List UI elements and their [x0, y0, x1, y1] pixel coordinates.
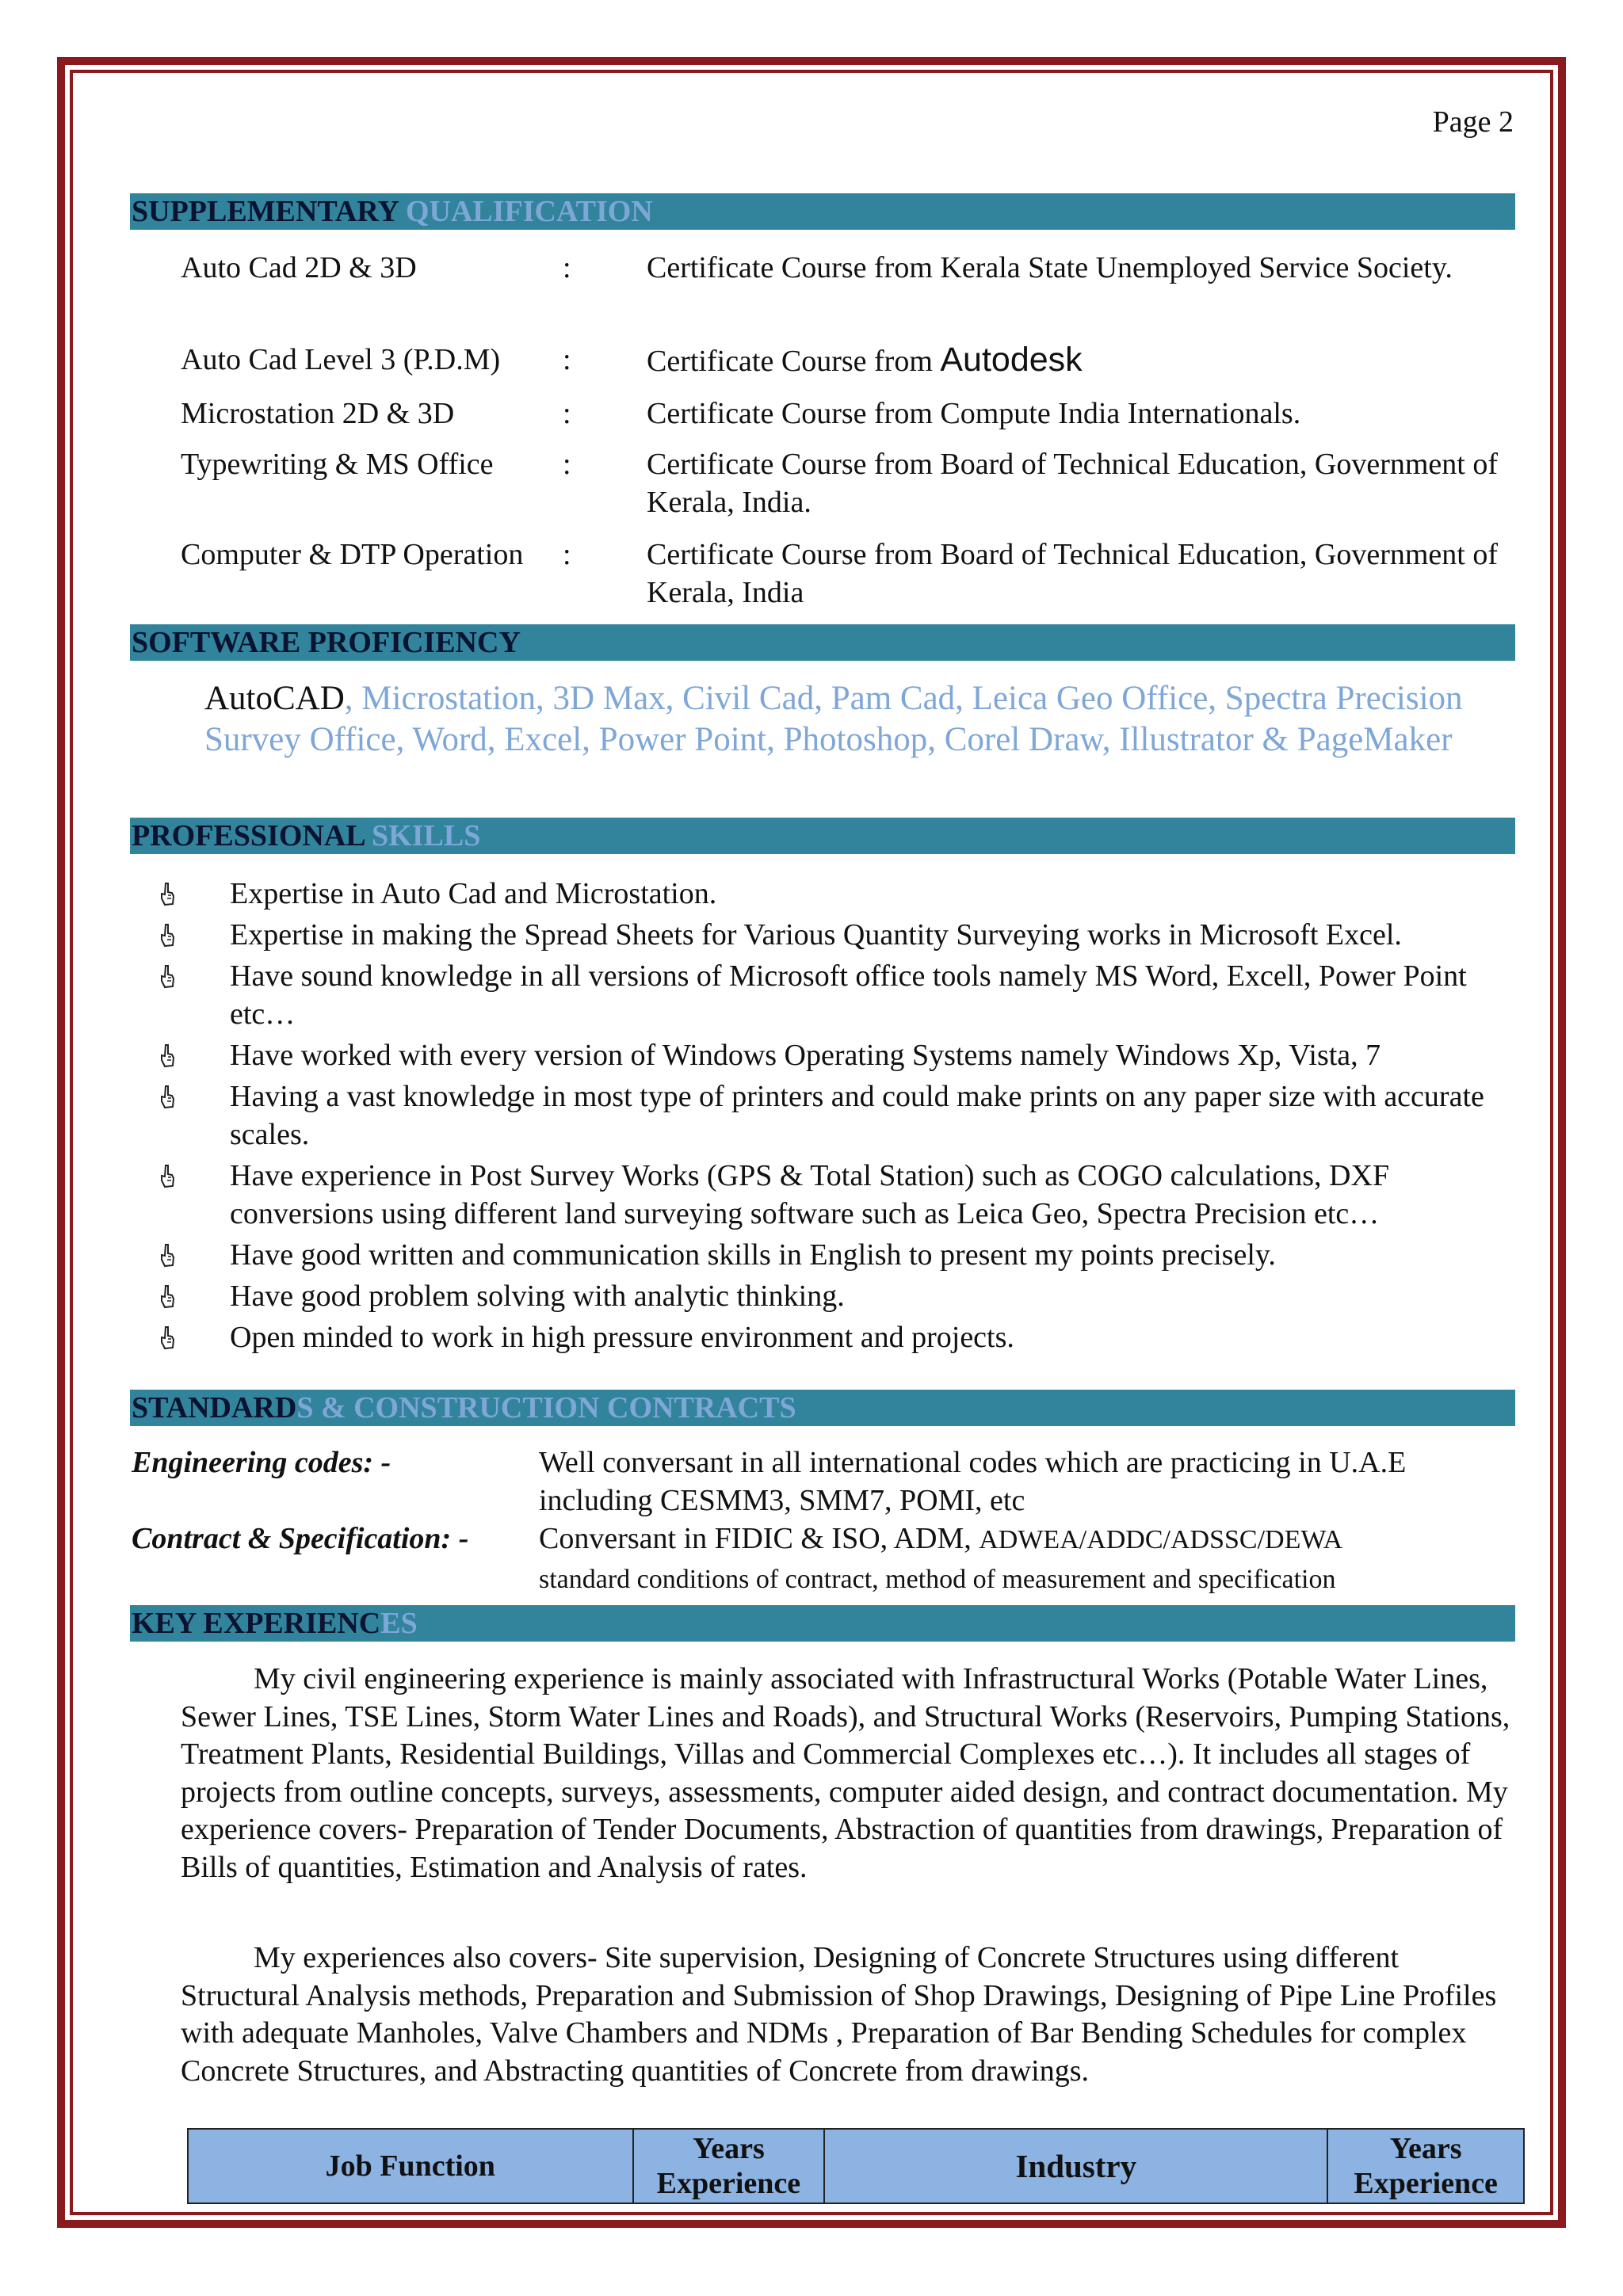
- qualification-name: Typewriting & MS Office: [181, 448, 494, 481]
- table-header-years-experience: Years Experience: [633, 2129, 825, 2203]
- list-item: [158, 875, 1522, 913]
- qualification-name: Auto Cad Level 3 (P.D.M): [181, 343, 501, 376]
- section-header-text-light: QUALIFICATION: [405, 195, 653, 228]
- table-header-job-function: Job Function: [188, 2129, 633, 2203]
- section-header-text-light: S & CONSTRUCTION CONTRACTS: [296, 1391, 796, 1425]
- skill-text: Have experience in Post Survey Works (GPS & Total Station) such as COGO calculations, DXF conversions using different land surveying software such as Leica Geo, Spectra Precision etc…: [230, 1159, 1390, 1230]
- section-header-text-dark: SUPPLEMENTARY: [132, 195, 406, 228]
- pointing-hand-icon: [158, 1165, 176, 1188]
- skill-text: Expertise in making the Spread Sheets for Various Quantity Surveying works in Microsoft Excel.: [230, 918, 1402, 952]
- experience-text: My civil engineering experience is mainly associated with Infrastructural Works (Potable Water Lines, Sewer Lines, TSE Lines, Storm Water Lines and Roads), and Structural Works (Reservoirs, Pumping Stations, Treatment Plants, Residential Buildings, Villas and Commercial Complexes etc…). It includes all stages of projects from outline concepts, surveys, assessments, computer aided design, and contract documentation. My experience covers- Preparation of Tender Documents, Abstraction of quantities from drawings, Preparation of Bills of quantities, Estimation and Analysis of rates.: [181, 1662, 1510, 1884]
- software-list: [204, 678, 1504, 761]
- section-header-standards-contracts: [130, 1390, 1515, 1426]
- section-header-text-light: SKILLS: [372, 819, 481, 852]
- list-item: [158, 916, 1522, 954]
- section-header-key-experiences: [130, 1605, 1515, 1642]
- qualification-name: Auto Cad 2D & 3D: [181, 251, 417, 284]
- experience-text: My experiences also covers- Site supervision, Designing of Concrete Structures using different Structural Analysis methods, Preparation and Submission of Shop Drawings, Designing of Pipe Line Profiles with adequate Manholes, Valve Chambers and NDMs , Preparation of Bar Bending Schedules for complex Concrete Structures, and Abstracting quantities of Concrete from drawings.: [181, 1941, 1497, 2088]
- contract-conditions: standard conditions of contract, method of measurement and specification: [539, 1565, 1336, 1594]
- job-experience-table: [187, 2128, 1525, 2204]
- qualification-colon: :: [563, 538, 571, 571]
- skill-text: Have worked with every version of Windows Operating Systems namely Windows Xp, Vista, 7: [230, 1039, 1381, 1072]
- skills-list: [158, 875, 1522, 1360]
- qualification-description: Certificate Course from Board of Technical Education, Government of Kerala, India.: [647, 448, 1499, 519]
- contract-authorities: ADWEA/ADDC/ADSSC/DEWA: [979, 1525, 1343, 1554]
- skill-text: Expertise in Auto Cad and Microstation.: [230, 877, 717, 910]
- table-header-row: [188, 2129, 1524, 2203]
- pointing-hand-icon: [158, 1244, 176, 1268]
- page-number: Page 2: [1432, 105, 1514, 139]
- list-item: [158, 1157, 1522, 1233]
- table-header-industry: Industry: [824, 2129, 1327, 2203]
- list-item: [158, 957, 1522, 1033]
- skill-text: Have good written and communication skills in English to present my points precisely.: [230, 1238, 1276, 1272]
- section-header-text-light: ES: [380, 1607, 418, 1640]
- skill-text: Having a vast knowledge in most type of printers and could make prints on any paper size with accurate scales.: [230, 1080, 1484, 1151]
- pointing-hand-icon: [158, 1085, 176, 1109]
- skill-text: Open minded to work in high pressure environment and projects.: [230, 1321, 1014, 1354]
- qualification-description-text: Certificate Course from: [647, 345, 941, 378]
- list-item: [158, 1077, 1522, 1154]
- pointing-hand-icon: [158, 1285, 176, 1309]
- qualification-description: [647, 341, 1526, 380]
- pointing-hand-icon: [158, 965, 176, 989]
- qualification-description: Certificate Course from Compute India Internationals.: [647, 397, 1301, 430]
- pointing-hand-icon: [158, 1044, 176, 1068]
- software-autocad: AutoCAD: [204, 680, 345, 717]
- list-item: [158, 1036, 1522, 1074]
- qualification-colon: :: [563, 448, 571, 481]
- qualification-colon: :: [563, 343, 571, 376]
- engineering-codes-value: Well conversant in all international codes which are practicing in U.A.E including CESMM3, SMM7, POMI, etc: [539, 1446, 1407, 1517]
- contract-specification-label: Contract & Specification: -: [132, 1522, 469, 1555]
- qualification-description: Certificate Course from Board of Technical Education, Government of Kerala, India: [647, 538, 1499, 609]
- qualification-autodesk: Autodesk: [940, 341, 1083, 379]
- section-header-professional-skills: [130, 818, 1515, 854]
- skill-text: Have sound knowledge in all versions of Microsoft office tools namely MS Word, Excell, Power Point etc…: [230, 959, 1467, 1031]
- pointing-hand-icon: [158, 883, 176, 906]
- engineering-codes-label: Engineering codes: -: [132, 1446, 391, 1479]
- qualification-description: Certificate Course from Kerala State Unemployed Service Society.: [647, 251, 1453, 284]
- qualification-name: Microstation 2D & 3D: [181, 397, 455, 430]
- experience-paragraph-1: [181, 1661, 1512, 1886]
- qualification-name: Computer & DTP Operation: [181, 538, 524, 571]
- table-header-years-experience-2: Years Experience: [1327, 2129, 1524, 2203]
- list-item: [158, 1318, 1522, 1356]
- section-header-supplementary-qualification: [130, 193, 1515, 230]
- contract-text: Conversant in FIDIC & ISO, ADM,: [539, 1522, 980, 1555]
- software-rest: , Microstation, 3D Max, Civil Cad, Pam Cad, Leica Geo Office, Spectra Precision Survey Office, Word, Excel, Power Point, Photoshop, Corel Draw, Illustrator & PageMaker: [204, 680, 1463, 758]
- section-header-software-proficiency: [130, 624, 1515, 661]
- section-header-text-dark: PROFESSIONAL: [132, 819, 372, 852]
- pointing-hand-icon: [158, 924, 176, 948]
- contract-specification-value: [539, 1520, 1522, 1599]
- experience-paragraph-2: [181, 1939, 1512, 2090]
- list-item: [158, 1277, 1522, 1315]
- section-header-text-dark: STANDARD: [132, 1391, 297, 1425]
- list-item: [158, 1236, 1522, 1274]
- qualification-colon: :: [563, 251, 571, 284]
- qualification-colon: :: [563, 397, 571, 430]
- pointing-hand-icon: [158, 1326, 176, 1350]
- skill-text: Have good problem solving with analytic thinking.: [230, 1280, 845, 1313]
- section-header-text-dark: KEY EXPERIENC: [132, 1607, 381, 1640]
- section-header-text-dark: SOFTWARE PROFICIENCY: [132, 626, 521, 659]
